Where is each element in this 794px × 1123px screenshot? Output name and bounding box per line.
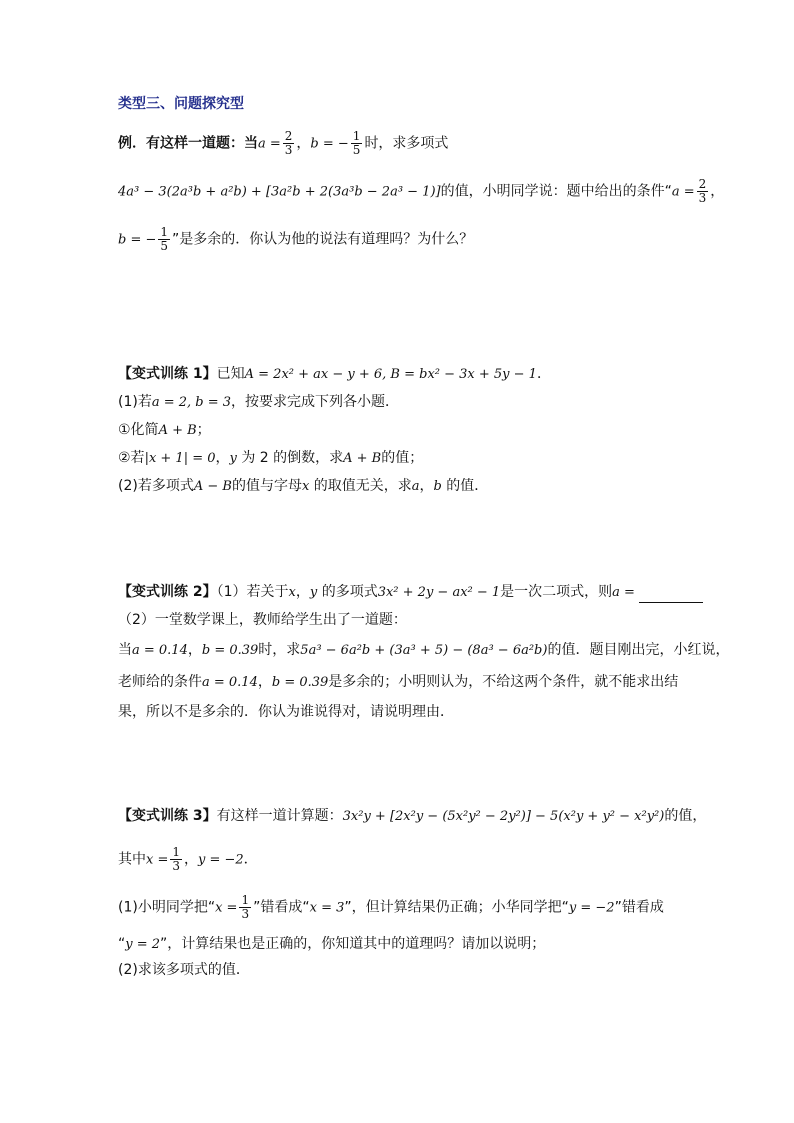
- example-intro: 例．有这样一道题：当: [118, 135, 258, 152]
- v1-intro: 【变式训练 1】已知A = 2x² + ax − y + 6, B = bx² − 3x + 5y − 1．: [118, 366, 551, 382]
- fraction-one-fifth-2: $\frac{1}{5}$: [160, 225, 169, 253]
- answer-blank[interactable]: [639, 588, 703, 603]
- v2-heading: 【变式训练 2】: [118, 584, 217, 600]
- example-expression: 4a³ − 3(2a³b + a²b) + [3a²b + 2(3a³b − 2a³ − 1)]: [118, 184, 441, 200]
- v3-q2: (2)求该多项式的值．: [118, 962, 250, 978]
- v2-q1: 【变式训练 2】（1）若关于x，y 的多项式3x² + 2y − ax² − 1是一次二项式，则a =: [118, 582, 703, 603]
- fraction-one-third-2: $\frac{1}{3}$: [241, 893, 250, 921]
- example-a-cond: a =: [258, 136, 281, 152]
- fraction-one-fifth: $\frac{1}{5}$: [352, 129, 361, 157]
- v2-p2: 老师给的条件a = 0.14，b = 0.39是多余的；小明则认为，不给这两个条件，就不能求出结: [118, 674, 679, 690]
- fraction-one-third: $\frac{1}{3}$: [172, 845, 180, 873]
- v1-q1: (1)若a = 2, b = 3，按要求完成下列各小题．: [118, 394, 400, 410]
- v1-heading: 【变式训练 1】: [118, 366, 217, 382]
- v2-p3: 果，所以不是多余的．你认为谁说得对，请说明理由．: [118, 704, 454, 720]
- v2-q2: （2）一堂数学课上，教师给学生出了一道题：: [118, 612, 407, 628]
- v3-heading: 【变式训练 3】: [118, 808, 217, 824]
- example-line-2: 4a³ − 3(2a³b + a²b) + [3a²b + 2(3a³b − 2a³ − 1)]的值，小明同学说：题中给出的条件“a = $\frac{2}{3}$ ，: [118, 177, 725, 205]
- example-line-3: b = − $\frac{1}{5}$ ”是多余的．你认为他的说法有道理吗？为什么？: [118, 225, 474, 253]
- example-b-cond: b = −: [310, 136, 349, 152]
- v2-p1: 当a = 0.14，b = 0.39时，求5a³ − 6a²b + (3a³ + 5) − (8a³ − 6a²b)的值．题目刚出完，小红说，: [118, 642, 730, 658]
- v3-intro: 【变式训练 3】有这样一道计算题：3x²y + [2x²y − (5x²y² − 2y²)] − 5(x²y + y² − x²y²)的值，: [118, 808, 707, 824]
- v3-p2: 其中x = $\frac{1}{3}$ ，y = −2．: [118, 845, 258, 873]
- v1-q2: (2)若多项式A − B的值与字母x 的取值无关，求a，b 的值．: [118, 478, 489, 494]
- v1-q1a: ①化简A + B；: [118, 422, 211, 438]
- section-title: 类型三、问题探究型: [118, 96, 244, 112]
- fraction-two-thirds: $\frac{2}{3}$: [284, 129, 293, 157]
- v3-q1b: “y = 2”，计算结果也是正确的，你知道其中的道理吗？请加以说明；: [118, 936, 546, 952]
- v1-q1b: ②若|x + 1| = 0，y 为 2 的倒数，求A + B的值；: [118, 450, 424, 466]
- v3-q1: (1)小明同学把“x = $\frac{1}{3}$ ”错看成“x = 3”，但计算结果仍正确；小华同学把“y = −2”错看成: [118, 893, 664, 921]
- fraction-two-thirds-2: $\frac{2}{3}$: [698, 177, 707, 205]
- example-intro-end: 时，求多项式: [364, 135, 449, 152]
- example-line-1: 例．有这样一道题：当a = $\frac{2}{3}$ ，b = − $\frac{1}{5}$ 时，求多项式: [118, 129, 449, 157]
